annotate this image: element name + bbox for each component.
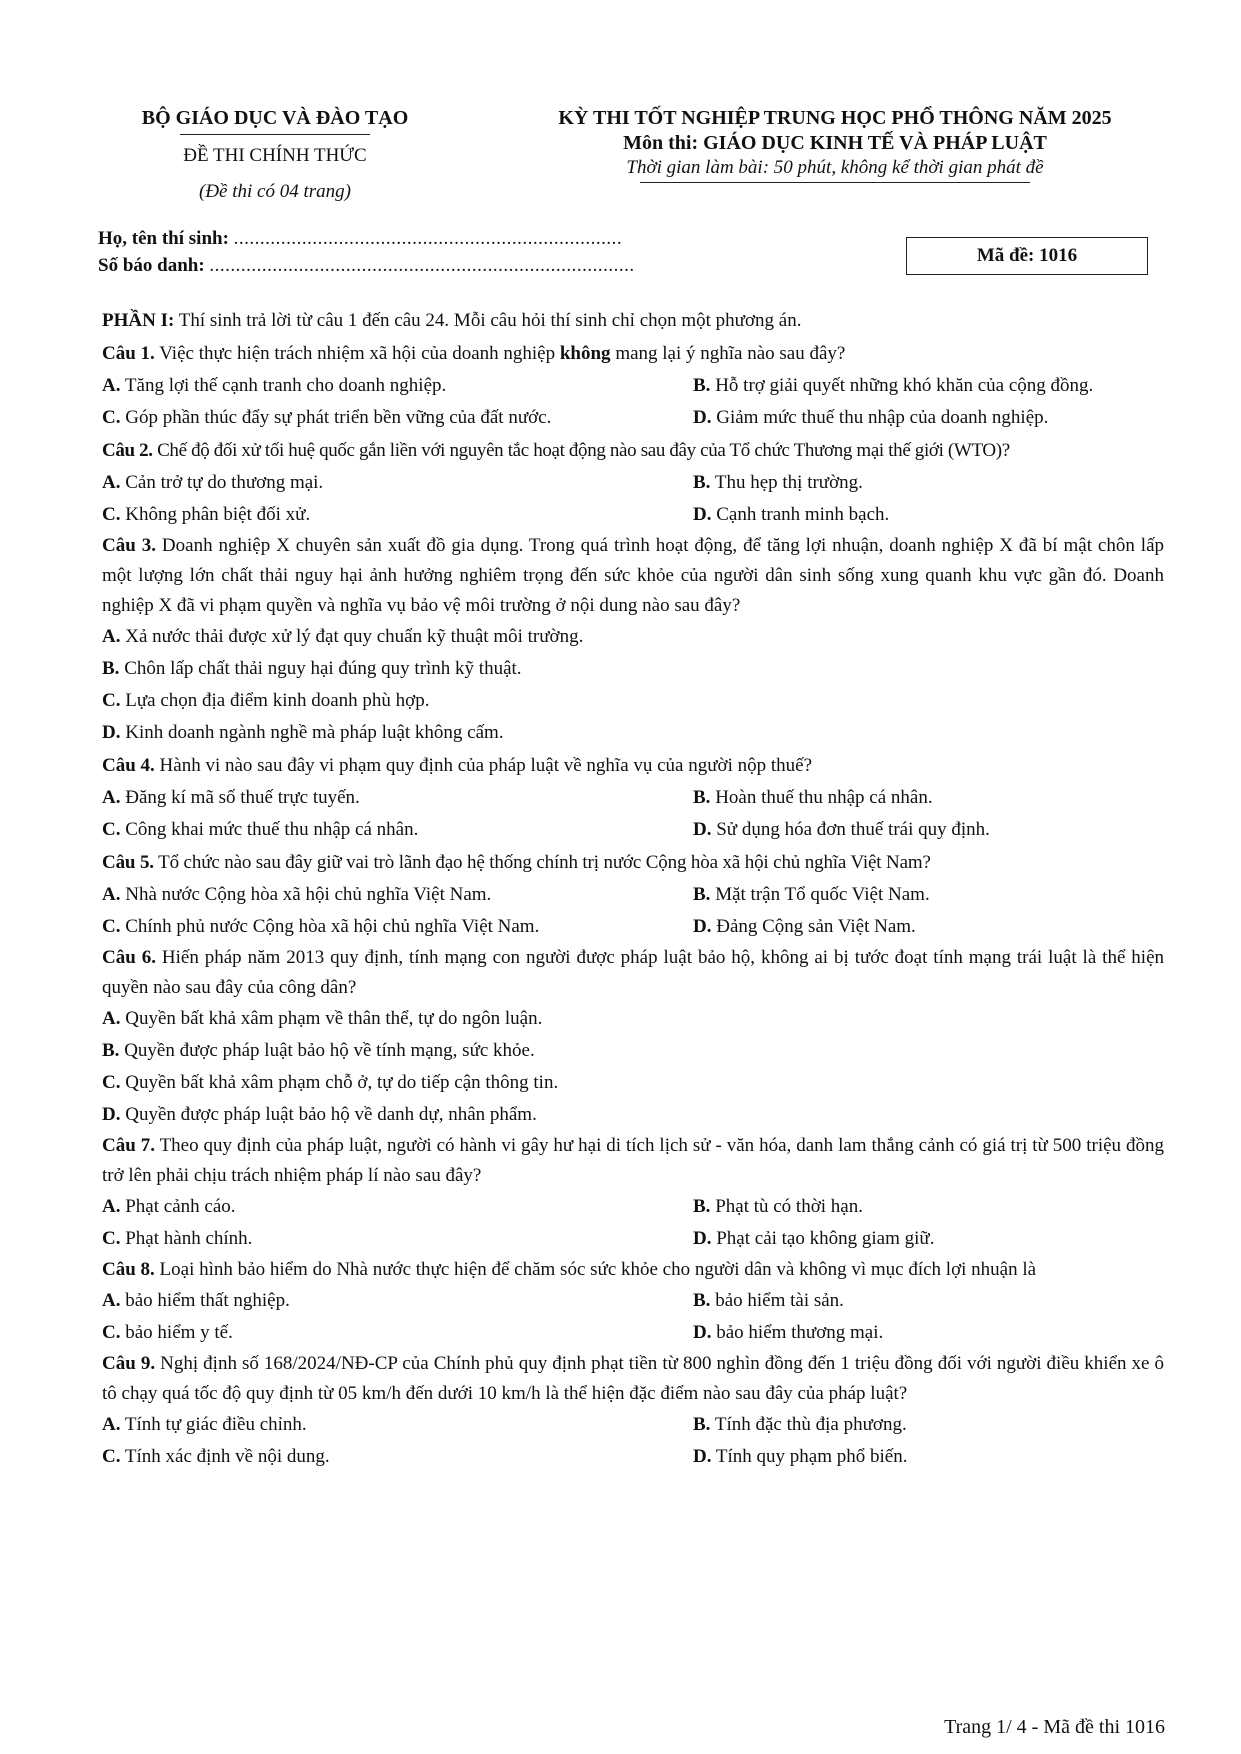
exam-body [102,305,1164,1473]
ministry-underline [180,134,370,135]
candidate-id-label: Số báo danh: [98,255,205,276]
option-d[interactable] [693,1441,1164,1473]
option-c[interactable] [102,911,693,943]
question-text [102,943,1164,1003]
part-intro [102,305,1164,337]
option-key: A. [102,1008,121,1029]
option-key: C. [102,1322,121,1343]
options-grid [102,1191,1164,1255]
option-key: A. [102,626,121,647]
option-b[interactable] [102,1035,1164,1067]
option-d[interactable] [693,499,1164,531]
option-b[interactable] [693,879,1164,911]
option-text: Chôn lấp chất thải nguy hại đúng quy trình kỹ thuật. [124,658,522,679]
exam-code-box: Mã đề: 1016 [906,237,1148,275]
option-key: A. [102,1196,121,1217]
option-text: Giảm mức thuế thu nhập của doanh nghiệp. [716,407,1049,428]
question-text [102,1255,1164,1285]
question-text [102,1349,1164,1409]
option-key: D. [693,1322,712,1343]
question-stem: Tổ chức nào sau đây giữ vai trò lãnh đạo hệ thống chính trị nước Cộng hòa xã hội chủ nghĩa Việt Nam? [158,852,931,873]
option-key: D. [102,1104,121,1125]
option-a[interactable] [102,370,693,402]
options-grid [102,467,1164,531]
option-a[interactable] [102,879,693,911]
option-c[interactable] [102,685,1164,717]
option-text: Phạt tù có thời hạn. [715,1196,863,1217]
option-d[interactable] [693,402,1164,434]
option-text: Cạnh tranh minh bạch. [716,504,890,525]
part-instructions: Thí sinh trả lời từ câu 1 đến câu 24. Mỗi câu hỏi thí sinh chỉ chọn một phương án. [178,310,802,331]
option-d[interactable] [693,1317,1164,1349]
option-a[interactable] [102,621,1164,653]
options-grid [102,370,1164,434]
option-text: Phạt cải tạo không giam giữ. [716,1228,935,1249]
option-key: C. [102,690,121,711]
option-text: Phạt cảnh cáo. [125,1196,236,1217]
option-key: B. [102,658,120,679]
option-key: B. [693,1414,711,1435]
options-grid [102,1409,1164,1473]
option-key: C. [102,1446,121,1467]
question-text [102,434,1164,467]
option-a[interactable] [102,467,693,499]
header-right [515,105,1155,183]
page-footer: Trang 1/ 4 - Mã đề thi 1016 [944,1716,1165,1738]
option-key: A. [102,884,121,905]
option-a[interactable] [102,1003,1164,1035]
option-a[interactable] [102,782,693,814]
option-c[interactable] [102,1223,693,1255]
option-text: Tính quy phạm phổ biến. [715,1446,908,1467]
option-key: B. [693,472,711,493]
question-7 [102,1131,1164,1255]
option-b[interactable] [693,782,1164,814]
option-text: Tăng lợi thế cạnh tranh cho doanh nghiệp. [124,375,447,396]
option-text: Hỗ trợ giải quyết những khó khăn của cộng đồng. [715,375,1094,396]
option-d[interactable] [693,911,1164,943]
option-key: C. [102,407,121,428]
option-key: D. [693,819,712,840]
option-text: Phạt hành chính. [125,1228,253,1249]
question-stem: Loại hình bảo hiểm do Nhà nước thực hiện để chăm sóc sức khỏe cho người dân và không vì mục đích lợi nhuận là [159,1259,1037,1280]
question-4 [102,749,1164,846]
option-text: Cản trở tự do thương mại. [125,472,324,493]
option-d[interactable] [693,814,1164,846]
question-text [102,531,1164,621]
question-text [102,749,1164,782]
option-b[interactable] [693,370,1164,402]
option-text: Nhà nước Cộng hòa xã hội chủ nghĩa Việt Nam. [125,884,492,905]
question-9 [102,1349,1164,1473]
question-8 [102,1255,1164,1349]
page-count-note: (Đề thi có 04 trang) [199,181,351,202]
option-text: Tính xác định về nội dung. [124,1446,330,1467]
question-stem: Chế độ đối xử tối huệ quốc gắn liền với nguyên tắc hoạt động nào sau đây của Tổ chức Thương mại thế giới (WTO)? [157,440,1010,461]
option-key: B. [102,1040,120,1061]
option-text: Kinh doanh ngành nghề mà pháp luật không cấm. [125,722,504,743]
question-stem: Doanh nghiệp X chuyên sản xuất đồ gia dụng. Trong quá trình hoạt động, để tăng lợi nhuận, doanh nghiệp X đã bí mật chôn lấp một lượng lớn chất thải nguy hại ảnh hưởng nghiêm trọng đến sức khỏe của người dân sinh sống xung quanh khu vực gần đó. Doanh nghiệp X đã vi phạm quyền và nghĩa vụ bảo vệ môi trường ở nội dung nào sau đây? [102,535,1165,616]
option-key: B. [693,884,711,905]
option-text: Quyền được pháp luật bảo hộ về danh dự, nhân phẩm. [125,1104,537,1125]
option-key: A. [102,787,121,808]
question-stem: Việc thực hiện trách nhiệm xã hội của doanh nghiệp [159,343,556,364]
option-text: Lựa chọn địa điểm kinh doanh phù hợp. [125,690,430,711]
exam-title: KỲ THI TỐT NGHIỆP TRUNG HỌC PHỔ THÔNG NĂM 2025 [558,107,1112,129]
option-d[interactable] [102,717,1164,749]
option-key: D. [693,407,712,428]
question-text [102,846,1164,879]
option-c[interactable] [102,1441,693,1473]
question-emphasis: không [559,343,611,364]
candidate-info [98,225,635,279]
option-text: Hoàn thuế thu nhập cá nhân. [715,787,933,808]
question-label: Câu 2. [102,440,153,461]
candidate-id-field[interactable]: ................................................................................. [209,255,635,276]
option-text: Công khai mức thuế thu nhập cá nhân. [125,819,419,840]
question-label: Câu 8. [102,1259,155,1280]
option-key: C. [102,1072,121,1093]
question-label: Câu 7. [102,1135,155,1156]
option-text: Sử dụng hóa đơn thuế trái quy định. [716,819,990,840]
option-a[interactable] [102,1191,693,1223]
option-key: A. [102,375,121,396]
option-key: B. [693,375,711,396]
options-list [102,621,1164,749]
option-c[interactable] [102,499,693,531]
question-stem: Theo quy định của pháp luật, người có hành vi gây hư hại di tích lịch sử - văn hóa, danh lam thắng cảnh có giá trị từ 500 triệu đồng trở lên phải chịu trách nhiệm pháp lí nào sau đây? [102,1135,1164,1186]
question-stem: Hiến pháp năm 2013 quy định, tính mạng con người được pháp luật bảo hộ, không ai bị tước đoạt tính mạng trái luật là thể hiện quyền nào sau đây của công dân? [102,947,1165,998]
header-left [110,105,440,205]
options-list [102,1003,1164,1131]
option-key: C. [102,1228,121,1249]
option-text: Không phân biệt đối xử. [125,504,311,525]
official-label: ĐỀ THI CHÍNH THỨC [183,145,367,166]
ministry-name: BỘ GIÁO DỤC VÀ ĐÀO TẠO [141,107,409,129]
option-key: B. [693,1290,711,1311]
question-stem: Hành vi nào sau đây vi phạm quy định của pháp luật về nghĩa vụ của người nộp thuế? [159,755,813,776]
question-5 [102,846,1164,943]
option-key: A. [102,1290,121,1311]
question-label: Câu 4. [102,755,155,776]
option-c[interactable] [102,814,693,846]
question-2 [102,434,1164,531]
options-grid [102,879,1164,943]
option-key: B. [693,1196,711,1217]
option-c[interactable] [102,1067,1164,1099]
option-text: bảo hiểm y tế. [125,1322,233,1343]
option-b[interactable] [693,1285,1164,1317]
option-text: Quyền được pháp luật bảo hộ về tính mạng, sức khỏe. [124,1040,535,1061]
option-key: A. [102,1414,121,1435]
option-key: D. [102,722,121,743]
option-text: bảo hiểm thất nghiệp. [125,1290,290,1311]
question-text [102,337,1164,370]
option-key: C. [102,916,121,937]
option-b[interactable] [693,467,1164,499]
question-label: Câu 5. [102,852,154,873]
option-key: D. [693,916,712,937]
option-text: Đảng Cộng sản Việt Nam. [716,916,916,937]
part-label: PHẦN I: [102,310,175,331]
option-text: bảo hiểm tài sản. [715,1290,844,1311]
question-stem-end: mang lại ý nghĩa nào sau đây? [615,343,846,364]
option-key: D. [693,1446,712,1467]
option-text: Tính tự giác điều chỉnh. [124,1414,307,1435]
option-text: Xả nước thải được xử lý đạt quy chuẩn kỹ thuật môi trường. [125,626,584,647]
exam-time: Thời gian làm bài: 50 phút, không kể thời gian phát đề [626,157,1044,178]
option-c[interactable] [102,1317,693,1349]
option-key: A. [102,472,121,493]
option-text: Quyền bất khả xâm phạm về thân thể, tự do ngôn luận. [125,1008,543,1029]
option-c[interactable] [102,402,693,434]
option-text: bảo hiểm thương mại. [716,1322,884,1343]
question-1 [102,337,1164,434]
option-d[interactable] [102,1099,1164,1131]
question-label: Câu 3. [102,535,156,556]
question-text [102,1131,1164,1191]
option-b[interactable] [102,653,1164,685]
option-b[interactable] [693,1409,1164,1441]
option-key: B. [693,787,711,808]
option-text: Quyền bất khả xâm phạm chỗ ở, tự do tiếp cận thông tin. [125,1072,559,1093]
candidate-name-field[interactable]: .......................................................................... [233,228,623,249]
option-text: Thu hẹp thị trường. [714,472,863,493]
option-key: D. [693,504,712,525]
option-a[interactable] [102,1409,693,1441]
option-b[interactable] [693,1191,1164,1223]
options-grid [102,782,1164,846]
option-key: C. [102,819,121,840]
options-grid [102,1285,1164,1349]
option-d[interactable] [693,1223,1164,1255]
question-6 [102,943,1164,1131]
option-text: Góp phần thúc đẩy sự phát triển bền vững của đất nước. [125,407,552,428]
exam-subject: Môn thi: GIÁO DỤC KINH TẾ VÀ PHÁP LUẬT [623,132,1047,154]
option-text: Mặt trận Tổ quốc Việt Nam. [715,884,930,905]
option-text: Tính đặc thù địa phương. [714,1414,907,1435]
option-text: Chính phủ nước Cộng hòa xã hội chủ nghĩa Việt Nam. [125,916,540,937]
candidate-name-label: Họ, tên thí sinh: [98,228,229,249]
question-label: Câu 9. [102,1353,156,1374]
option-text: Đăng kí mã số thuế trực tuyến. [125,787,360,808]
time-underline [640,182,1030,183]
option-key: C. [102,504,121,525]
question-stem: Nghị định số 168/2024/NĐ-CP của Chính phủ quy định phạt tiền từ 800 nghìn đồng đến 1 triệu đồng đối với người điều khiển xe ô tô chạy quá tốc độ quy định từ 05 km/h đến dưới 10 km/h là thể hiện đặc điểm nào sau đây của pháp luật? [102,1353,1165,1404]
question-3 [102,531,1164,749]
option-key: D. [693,1228,712,1249]
option-a[interactable] [102,1285,693,1317]
question-label: Câu 6. [102,947,156,968]
question-label: Câu 1. [102,343,155,364]
